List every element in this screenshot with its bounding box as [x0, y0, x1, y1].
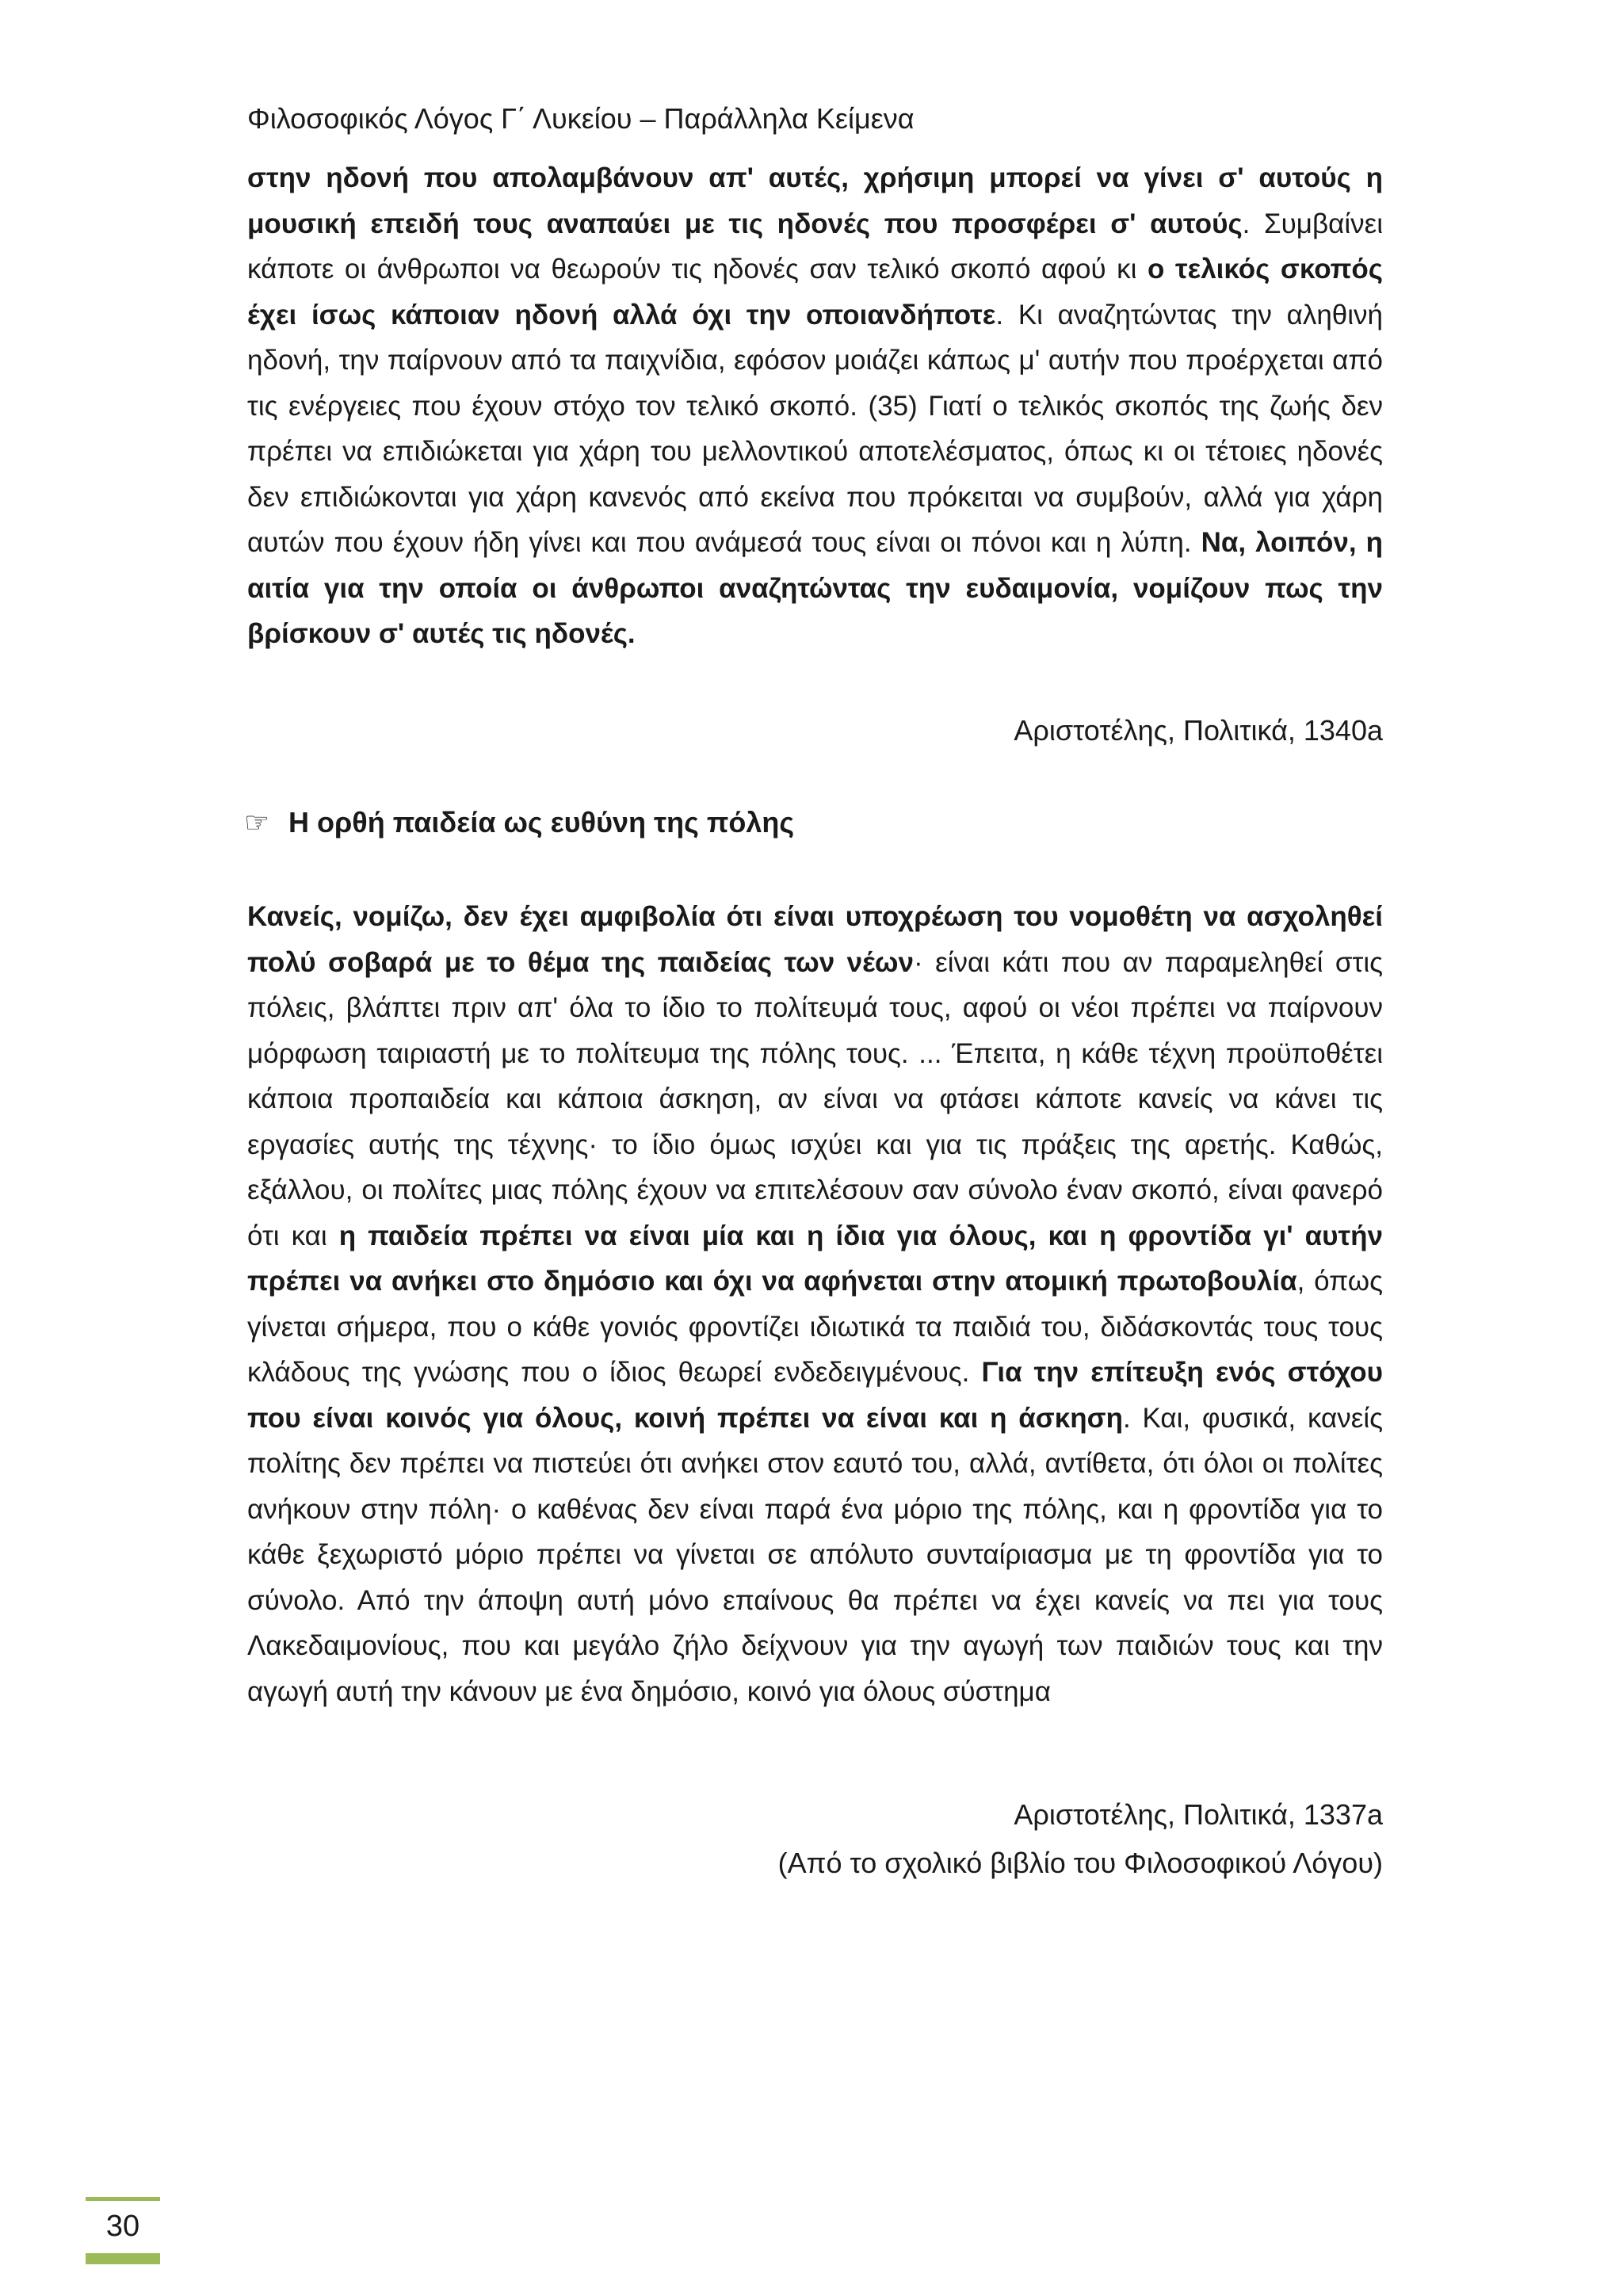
source-note: (Από το σχολικό βιβλίο του Φιλοσοφικού Λόγου) — [777, 1847, 1383, 1879]
section-heading-text: Η ορθή παιδεία ως ευθύνη της πόλης — [288, 806, 795, 839]
page-number: 30 — [105, 2210, 140, 2243]
emphasized-text: Κανείς, νομίζω, δεν έχει αμφιβολία ότι είναι υποχρέωση του νομοθέτη να ασχοληθεί πολύ σοβαρά με το θέμα της παιδείας των νέων — [247, 901, 1383, 978]
emphasized-text: Για την επίτευξη ενός στόχου που είναι κοινός για όλους, κοινή πρέπει να είναι και η άσκηση — [247, 1357, 1383, 1434]
emphasized-text: ο τελικός σκοπός έχει ίσως κάποιαν ηδονή αλλά όχι την οποιανδήποτε — [247, 254, 1383, 330]
emphasized-text: Να, λοιπόν, η αιτία για την οποία οι άνθρωποι αναζητώντας την ευδαιμονία, νομίζουν πως την βρίσκουν σ' αυτές τις ηδονές. — [247, 527, 1383, 649]
body-text: · είναι κάτι που αν παραμεληθεί στις πόλεις, βλάπτει πριν απ' όλα το ίδιο το πολίτευμά τους, αφού οι νέοι πρέπει να παίρνουν μόρφωση ταιριαστή με το πολίτευμα της πόλης τους. ... Έπειτα, η κάθε τέχνη προϋποθέτει κάποια προπαιδεία και κάποια άσκηση, αν είναι να φτάσει κάποτε κανείς να κάνει τις εργασίες αυτής της τέχνης· το ίδιο όμως ισχύει και για τις πράξεις της αρετής. Καθώς, εξάλλου, οι πολίτες μιας πόλης έχουν να επιτελέσουν σαν σύνολο έναν σκοπό, είναι φανερό ότι και — [247, 946, 1383, 1251]
body-text: . Συμβαίνει κάποτε οι άνθρωποι να θεωρούν τις ηδονές σαν τελικό σκοπό αφού κι — [247, 208, 1383, 285]
attribution-2: Αριστοτέλης, Πολιτικά, 1337a — [1014, 1798, 1383, 1831]
pointing-hand-icon: ☞ — [244, 806, 270, 839]
footer-accent-bar — [86, 2253, 160, 2264]
body-text: , όπως γίνεται σήμερα, που ο κάθε γονιός φροντίζει ιδιωτικά τα παιδιά του, διδάσκοντάς τους τους κλάδους της γνώσης που ο ίδιος θεωρεί ενδεδειγμένους. — [247, 1266, 1383, 1388]
body-text: . Και, φυσικά, κανείς πολίτης δεν πρέπει να πιστεύει ότι ανήκει στον εαυτό του, αλλά, αντίθετα, ότι όλοι οι πολίτες ανήκουν στην πόλη· ο καθένας δεν είναι παρά ένα μόριο της πόλης, και η φροντίδα για το κάθε ξεχωριστό μόριο πρέπει να γίνεται σε απόλυτο συνταίριασμα με τη φροντίδα για το σύνολο. Από την άποψη αυτή μόνο επαίνους θα πρέπει να έχει κανείς να πει για τους Λακεδαιμονίους, που και μεγάλο ζήλο δείχνουν για την αγωγή των παιδιών τους και την αγωγή αυτή την κάνουν με ένα δημόσιο, κοινό για όλους σύστημα — [247, 1402, 1383, 1707]
body-text: . Κι αναζητώντας την αληθινή ηδονή, την παίρνουν από τα παιχνίδια, εφόσον μοιάζει κάπως μ' αυτήν που προέρχεται από τις ενέργειες που έχουν στόχο τον τελικό σκοπό. (35) Γιατί ο τελικός σκοπός της ζωής δεν πρέπει να επιδιώκεται για χάρη του μελλοντικού αποτελέσματος, όπως κι οι τέτοιες ηδονές δεν επιδιώκονται για χάρη κανενός από εκείνα που πρόκειται να συμβούν, αλλά για χάρη αυτών που έχουν ήδη γίνει και που ανάμεσά τους είναι οι πόνοι και η λύπη. — [247, 299, 1383, 558]
passage-1 — [247, 155, 1383, 657]
section-heading — [244, 800, 794, 845]
emphasized-text: η παιδεία πρέπει να είναι μία και η ίδια για όλους, και η φροντίδα γι' αυτήν πρέπει να ανήκει στο δημόσιο και όχι να αφήνεται στην ατομική πρωτοβουλία — [247, 1220, 1383, 1297]
attribution-1: Αριστοτέλης, Πολιτικά, 1340a — [1014, 714, 1383, 747]
footer-accent-line — [86, 2197, 160, 2201]
passage-2 — [247, 894, 1383, 1714]
running-header: Φιλοσοφικός Λόγος Γ΄ Λυκείου – Παράλληλα Κείμενα — [247, 102, 915, 135]
emphasized-text: στην ηδονή που απολαμβάνουν απ' αυτές, χρήσιμη μπορεί να γίνει σ' αυτούς η μουσική επειδή τους αναπαύει με τις ηδονές που προσφέρει σ' αυτούς — [247, 162, 1383, 239]
